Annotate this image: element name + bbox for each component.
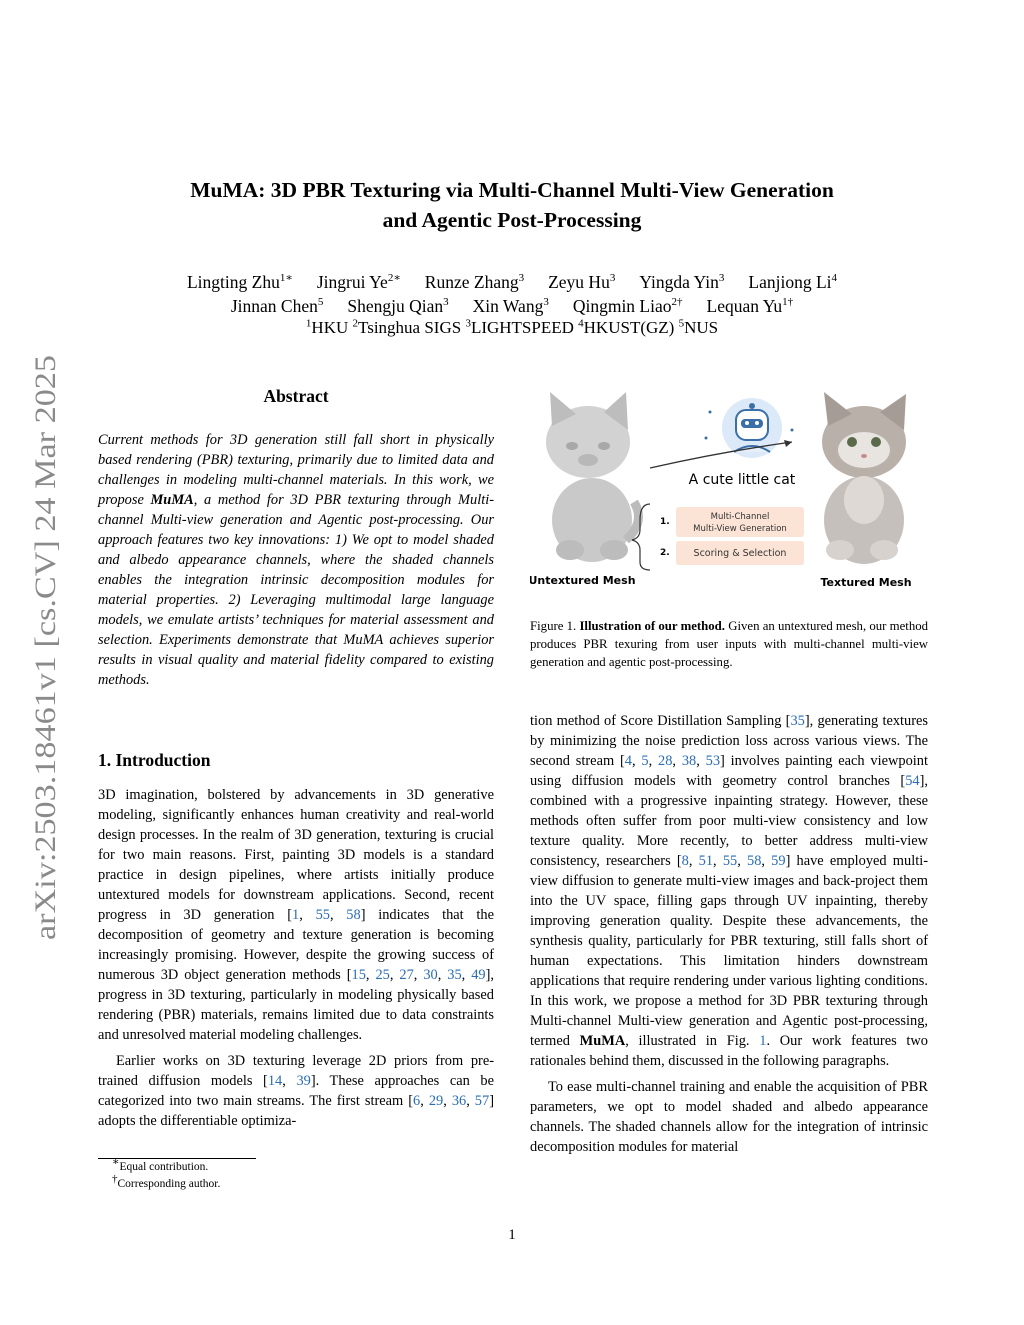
affiliation: $^2$Tsinghua SIGS xyxy=(352,317,466,337)
author-list xyxy=(100,270,924,318)
author-name: Lequan $Yu^{1\dagger}$ xyxy=(706,296,794,316)
citation-link[interactable]: 25 xyxy=(375,967,390,983)
right-paragraph-1: tion method of Score Distillation Sampling [35], generating textures by minimizing the noise prediction loss across various views. The second stream [4, 5, 28, 38, 53] involves painting each viewpoint using diffusion models with geometry control branches [54], combined with a progressive inpainting strategy. However, these methods often suffer from poor multi-view consistency and low texture quality. More recently, to better address multi-view consistency, researchers [8, 51, 55, 58, 59] have employed multi-view diffusion to generate multi-view images and back-project them into the UV space, filling gaps through UV inpainting, thereby improving generation quality. Despite these advancements, the synthesis quality, particularly for PBR texturing, still falls short of human expectations. This limitation hinders downstream applications that require rendering under various lighting conditions. In this work, we propose a method for 3D PBR texturing through Multi-channel Multi-view generation and Agentic post-processing, termed MuMA, illustrated in Fig. 1. Our work features two rationales behind them, discussed in the following paragraphs. xyxy=(530,713,928,1069)
prompt-text: A cute little cat xyxy=(688,472,796,488)
author-name: Jingrui $Ye^{2∗}$ xyxy=(316,272,401,292)
title-line-1: MuMA: 3D PBR Texturing via Multi-Channel Multi-View Generation xyxy=(190,178,834,202)
footnote-rule xyxy=(98,1158,256,1159)
author-name: Runze Zhang$^3$ xyxy=(424,272,525,292)
arxiv-stamp xyxy=(17,350,67,950)
citation-link[interactable]: 14 xyxy=(267,1073,283,1089)
citation-link[interactable]: 8 xyxy=(681,853,689,869)
author-name: Zeyu Hu$^3$ xyxy=(548,272,616,292)
author-name: Lingting Zhu$^{1∗}$ xyxy=(186,272,293,292)
citation-link[interactable]: 49 xyxy=(471,967,486,983)
abstract-text: Current methods for 3D generation still fall short in physically based rendering (PBR) texturing, primarily due to limited data and challenges in modeling multi-channel materials. In this work, we propose MuMA, a method for 3D PBR texturing through Multi-channel Multi-view generation and Agentic post-processing. Our approach features two key innovations: 1) We opt to model shaded and albedo appearance channels, where the shaded channels enables the integration intrinsic decomposition modules for material properties. 2) Leveraging multimodal large language models, we emulate artists’ techniques for material assessment and selection. Experiments demonstrate that MuMA achieves superior results in visual quality and material fidelity compared to existing methods. xyxy=(98,432,494,688)
step-1-number: 1. xyxy=(660,517,670,527)
citation-link[interactable]: 1 xyxy=(759,1033,767,1049)
citation-link[interactable]: 58 xyxy=(346,907,361,923)
abstract-heading: Abstract xyxy=(263,386,329,406)
citation-link[interactable]: 27 xyxy=(399,967,414,983)
right-column-body xyxy=(530,711,928,1157)
citation-link[interactable]: 55 xyxy=(315,907,330,923)
author-name: Qingmin Liao$^{2\dagger}$ xyxy=(572,296,683,316)
citation-link[interactable]: 4 xyxy=(624,753,632,769)
citation-link[interactable]: 51 xyxy=(698,853,714,869)
citation-link[interactable]: 55 xyxy=(722,853,738,869)
citation-link[interactable]: 5 xyxy=(641,753,649,769)
page-number: 1 xyxy=(508,1227,516,1243)
author-row-2 xyxy=(100,294,924,318)
untextured-mesh-label: Untextured Mesh xyxy=(530,574,636,587)
step-2-number: 2. xyxy=(660,548,670,558)
author-name: Jinnan Chen$^5$ xyxy=(230,296,324,316)
author-name: Xin Wang$^3$ xyxy=(472,296,549,316)
citation-link[interactable]: 15 xyxy=(351,967,366,983)
method-name: MuMA xyxy=(150,492,194,508)
author-name: Lanjiong Li$^4$ xyxy=(748,272,837,292)
citation-link[interactable]: 36 xyxy=(451,1093,467,1109)
citation-link[interactable]: 35 xyxy=(790,713,805,729)
right-paragraph-2: To ease multi-channel training and enable the acquisition of PBR parameters, we opt to model shaded and albedo appearance channels. The shaded channels allow for the integration of intrinsic decomposition modules for material xyxy=(530,1079,928,1155)
citation-link[interactable]: 30 xyxy=(423,967,438,983)
untextured-cat-image xyxy=(546,392,639,562)
citation-link[interactable]: 58 xyxy=(747,853,762,869)
citation-link[interactable]: 38 xyxy=(681,753,697,769)
arrow-head-icon xyxy=(784,440,792,447)
affiliation: $^5$NUS xyxy=(678,317,719,337)
affiliation: $^4$HKUST(GZ) xyxy=(578,317,679,337)
step-1-line-1: Multi-Channel xyxy=(710,512,770,522)
step-2-label: Scoring & Selection xyxy=(693,548,787,559)
textured-mesh-label: Textured Mesh xyxy=(820,576,912,589)
author-name: Yingda Yin$^3$ xyxy=(639,272,725,292)
author-row-1 xyxy=(100,270,924,294)
citation-link[interactable]: 54 xyxy=(905,773,920,789)
citation-link[interactable]: 53 xyxy=(705,753,721,769)
citation-link[interactable]: 57 xyxy=(474,1093,490,1109)
footnote-corresponding-author: †Corresponding author. xyxy=(112,1173,221,1190)
intro-paragraph-1: 3D imagination, bolstered by advancements in 3D generative modeling, significantly enhances human creativity and real-world design processes. In the realm of 3D generation, texturing is crucial for two main reasons. First, painting 3D models is a standard practice in design pipelines, where artists initially produce untextured models for downstream applications. Second, recent progress in 3D generation [1, 55, 58] indicates that the decomposition of geometry and texture generation is becoming increasingly promising. However, despite the growing success of numerous 3D object generation methods [15, 25, 27, 30, 35, 49], progress in 3D texturing, particularly in modeling physically based rendering (PBR) materials, remains limited due to data constraints and unresolved material modeling challenges. xyxy=(98,787,494,1043)
citation-link[interactable]: 28 xyxy=(658,753,673,769)
figure-1-caption: Figure 1. Illustration of our method. Given an untextured mesh, our method produces PBR texuring from user inputs with multi-channel multi-view generation and agentic post-processing. xyxy=(530,619,929,669)
section-heading-introduction: 1. Introduction xyxy=(98,750,211,770)
citation-link[interactable]: 29 xyxy=(428,1093,444,1109)
paper-title xyxy=(100,175,924,235)
citation-link[interactable]: 39 xyxy=(296,1073,311,1089)
title-line-2: and Agentic Post-Processing xyxy=(382,208,642,232)
figure-1 xyxy=(530,390,928,602)
citation-link[interactable]: 59 xyxy=(771,853,786,869)
citation-link[interactable]: 1 xyxy=(292,907,300,923)
method-name: MuMA xyxy=(579,1033,626,1049)
affiliation: $^3$LIGHTSPEED xyxy=(465,317,579,337)
intro-paragraph-2: Earlier works on 3D texturing leverage 2D priors from pre-trained diffusion models [14, 39]. These approaches can be categorized into two main streams. The first stream [6, 29, 36, 57] adopts the differentiable optimiza- xyxy=(98,1053,495,1129)
left-column-body xyxy=(98,785,494,1131)
affiliations xyxy=(100,318,924,338)
arxiv-stamp-text: arXiv:2503.18461v1 [cs.CV] 24 Mar 2025 xyxy=(29,426,62,940)
textured-cat-image xyxy=(822,392,906,564)
footnote-equal-contribution: ∗Equal contribution. xyxy=(112,1156,209,1173)
affiliation: $^1$HKU xyxy=(305,317,353,337)
citation-link[interactable]: 35 xyxy=(447,967,462,983)
step-1-line-2: Multi-View Generation xyxy=(693,524,787,534)
citation-link[interactable]: 6 xyxy=(413,1093,421,1109)
author-name: Shengju Qian$^3$ xyxy=(347,296,449,316)
